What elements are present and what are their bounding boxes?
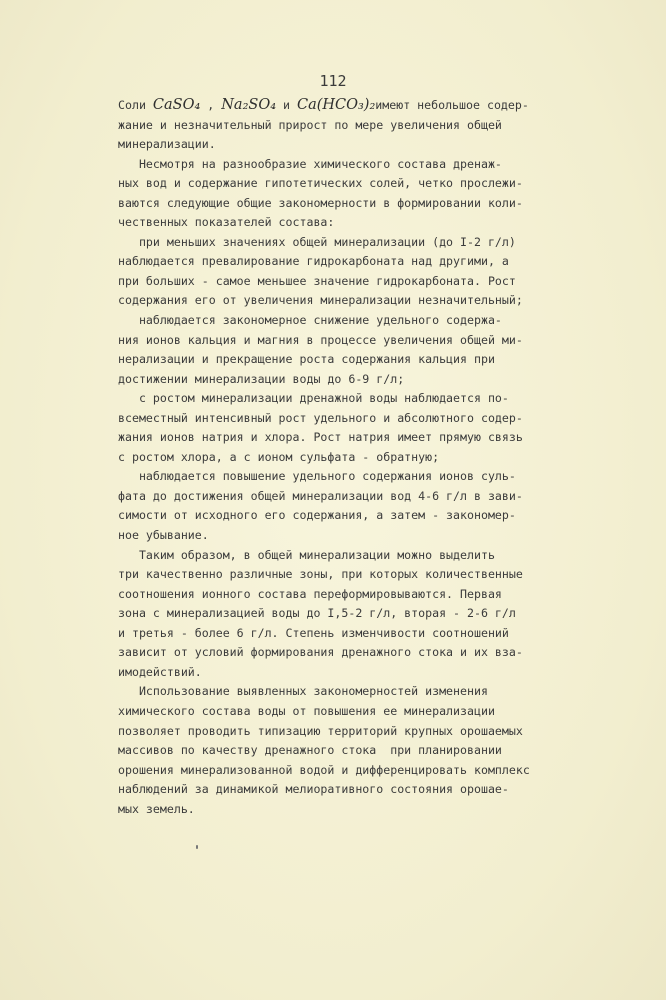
- text-line: химического состава воды от повышения ее минерализации: [118, 703, 495, 718]
- formula-line: [118, 96, 588, 116]
- formula-na2so4: Na₂SO₄: [221, 97, 277, 113]
- text-line: жания ионов натрия и хлора. Рост натрия имеет прямую связь: [118, 430, 523, 445]
- text-line: мых земель.: [118, 801, 195, 816]
- text-line: чественных показателей состава:: [118, 215, 335, 230]
- formula-suffix: имеют небольшое содер-: [375, 98, 529, 112]
- text-line: зона с минерализацией воды до I,5-2 г/л, вторая - 2-6 г/л: [118, 606, 516, 621]
- text-line: фата до достижения общей минерализации вод 4-6 г/л в зави-: [118, 488, 523, 503]
- text-line: и третья - более 6 г/л. Степень изменчивости соотношений: [118, 625, 509, 640]
- text-line: наблюдается закономерное снижение удельного содержа-: [118, 313, 502, 328]
- text-line: Использование выявленных закономерностей изменения: [118, 684, 488, 699]
- text-line: всеместный интенсивный рост удельного и абсолютного содер-: [118, 410, 523, 425]
- text-line: наблюдается превалирование гидрокарбоната над другими, а: [118, 254, 509, 269]
- text-line: позволяет проводить типизацию территорий крупных орошаемых: [118, 723, 523, 738]
- text-line: Таким образом, в общей минерализации можно выделить: [118, 547, 495, 562]
- body-text: [118, 96, 588, 819]
- formula-caso4: CaSO₄: [152, 97, 201, 113]
- text-line: с ростом минерализации дренажной воды наблюдается по-: [118, 391, 509, 406]
- page-number: 112: [319, 72, 347, 90]
- text-line: содержания его от увеличения минерализации незначительный;: [118, 293, 523, 308]
- text-line: массивов по качеству дренажного стока при планировании: [118, 743, 502, 758]
- formula-cahco3: Ca(HCO₃)₂: [296, 97, 376, 113]
- formula-separator: и: [276, 98, 297, 112]
- text-line: имодействий.: [118, 664, 202, 679]
- text-line: Несмотря на разнообразие химического состава дренаж-: [118, 156, 502, 171]
- text-line: зависит от условий формирования дренажного стока и их вза-: [118, 645, 523, 660]
- text-line: орошения минерализованной водой и дифференцировать комплекс: [118, 762, 530, 777]
- text-line: соотношения ионного состава переформировываются. Первая: [118, 586, 502, 601]
- formula-separator: ,: [200, 98, 222, 112]
- text-line: три качественно различные зоны, при которых количественные: [118, 567, 523, 582]
- text-line: нерализации и прекращение роста содержания кальция при: [118, 352, 495, 367]
- text-line: при больших - самое меньшее значение гидрокарбоната. Рост: [118, 273, 516, 288]
- text-line: ния ионов кальция и магния в процессе увеличения общей ми-: [118, 332, 523, 347]
- text-line: при меньших значениях общей минерализации (до I-2 г/л): [118, 234, 516, 249]
- formula-prefix: Соли: [118, 98, 153, 112]
- text-line: наблюдается повышение удельного содержания ионов суль-: [118, 469, 516, 484]
- text-line: достижении минерализации воды до 6-9 г/л;: [118, 371, 405, 386]
- text-line: ваются следующие общие закономерности в формировании коли-: [118, 195, 523, 210]
- stray-ink-mark: [196, 845, 198, 849]
- text-line: минерализации.: [118, 137, 216, 152]
- text-line: с ростом хлора, а с ионом сульфата - обратную;: [118, 449, 440, 464]
- text-line: ное убывание.: [118, 528, 209, 543]
- text-line: ных вод и содержание гипотетических солей, четко прослежи-: [118, 176, 523, 191]
- text-line: наблюдений за динамикой мелиоративного состояния орошае-: [118, 782, 509, 797]
- text-line: жание и незначительный прирост по мере увеличения общей: [118, 117, 502, 132]
- text-line: симости от исходного его содержания, а затем - закономер-: [118, 508, 516, 523]
